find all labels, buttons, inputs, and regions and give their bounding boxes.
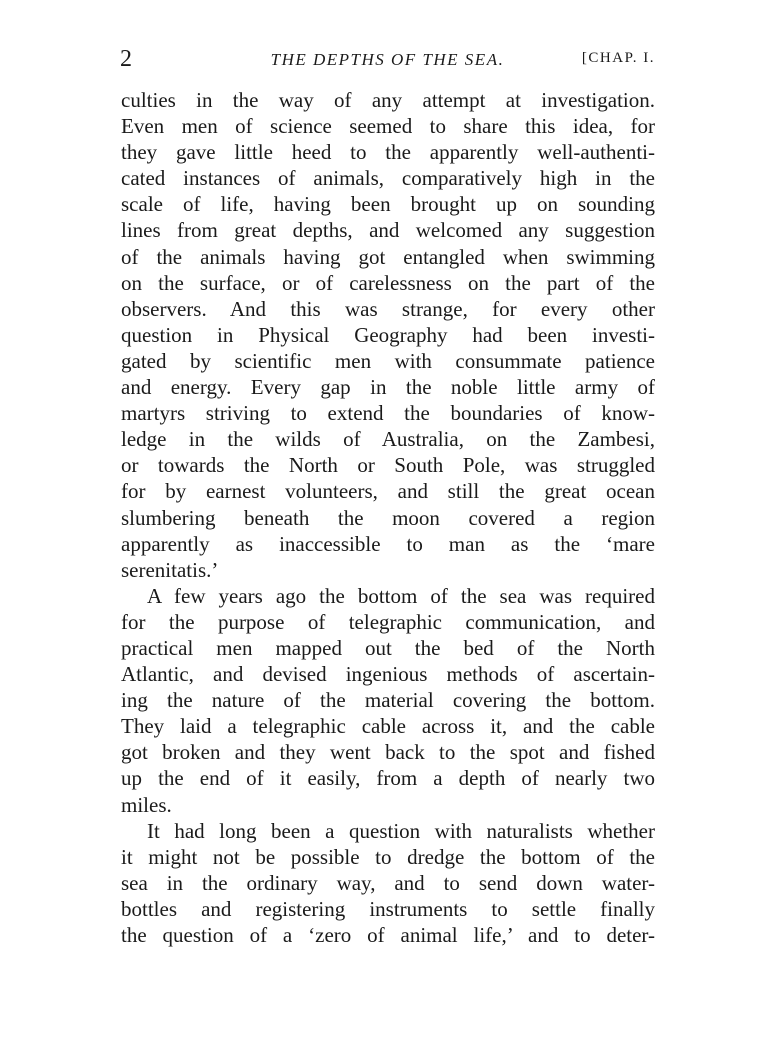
text-line: on the surface, or of carelessness on the part of the bbox=[121, 270, 655, 295]
text-line: for by earnest volunteers, and still the great ocean bbox=[121, 479, 655, 504]
text-line: it might not be possible to dredge the bottom of the bbox=[121, 844, 655, 869]
text-line: and energy. Every gap in the noble little army of bbox=[121, 375, 655, 400]
text-line: A few years ago the bottom of the sea was required bbox=[147, 583, 655, 608]
running-head bbox=[120, 46, 655, 76]
text-line: Even men of science seemed to share this idea, for bbox=[121, 114, 655, 139]
text-line: the question of a ‘zero of animal life,’ and to deter- bbox=[121, 923, 655, 947]
text-line: serenitatis.’ bbox=[121, 557, 219, 582]
text-line: lines from great depths, and welcomed any suggestion bbox=[121, 218, 655, 243]
text-line: gated by scientific men with consummate patience bbox=[121, 348, 655, 373]
text-line: up the end of it easily, from a depth of nearly two bbox=[121, 766, 655, 791]
paragraph bbox=[121, 818, 655, 948]
text-line: cated instances of animals, comparatively high in the bbox=[121, 166, 655, 191]
text-line: culties in the way of any attempt at investigation. bbox=[121, 88, 655, 112]
text-line: Atlantic, and devised ingenious methods of ascertain- bbox=[121, 662, 655, 687]
page-number: 2 bbox=[120, 46, 132, 72]
text-line: observers. And this was strange, for every other bbox=[121, 296, 655, 321]
text-line: sea in the ordinary way, and to send down water- bbox=[121, 870, 655, 895]
text-line: practical men mapped out the bed of the North bbox=[121, 635, 655, 660]
text-line: question in Physical Geography had been investi- bbox=[121, 322, 655, 347]
running-title: THE DEPTHS OF THE SEA. bbox=[270, 50, 505, 69]
text-line: martyrs striving to extend the boundaries of know- bbox=[121, 401, 655, 426]
body-text bbox=[121, 87, 655, 948]
text-line: slumbering beneath the moon covered a region bbox=[121, 505, 655, 530]
paragraph bbox=[121, 87, 655, 583]
text-line: apparently as inaccessible to man as the ‘mare bbox=[121, 531, 655, 556]
text-line: they gave little heed to the apparently well-authenti- bbox=[121, 140, 655, 165]
paragraph bbox=[121, 583, 655, 818]
text-line: ing the nature of the material covering the bottom. bbox=[121, 688, 655, 713]
text-line: or towards the North or South Pole, was struggled bbox=[121, 453, 655, 478]
text-line: for the purpose of telegraphic communication, and bbox=[121, 609, 655, 634]
text-line: got broken and they went back to the spot and fished bbox=[121, 740, 655, 765]
text-line: ledge in the wilds of Australia, on the Zambesi, bbox=[121, 427, 655, 452]
text-line: miles. bbox=[121, 792, 172, 817]
text-line: It had long been a question with naturalists whether bbox=[147, 818, 655, 843]
text-line: of the animals having got entangled when swimming bbox=[121, 244, 655, 269]
text-line: They laid a telegraphic cable across it, and the cable bbox=[121, 714, 655, 739]
chapter-marker: [CHAP. I. bbox=[581, 50, 655, 66]
text-line: bottles and registering instruments to settle finally bbox=[121, 896, 655, 921]
text-line: scale of life, having been brought up on sounding bbox=[121, 192, 655, 217]
